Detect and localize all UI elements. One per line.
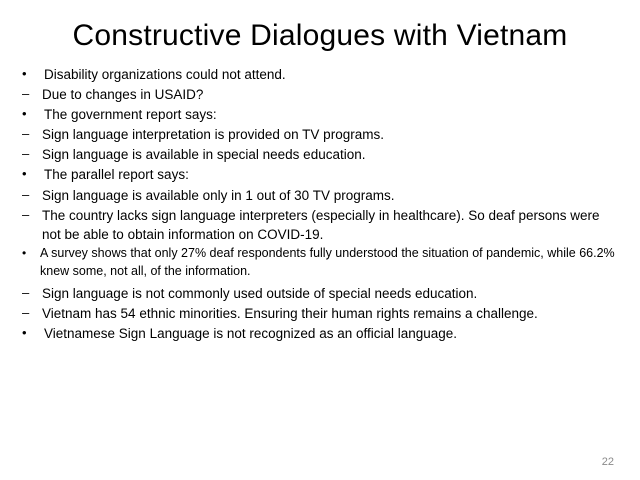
bullet-marker-level1: • (22, 105, 27, 121)
list-item (22, 284, 618, 303)
list-item (22, 65, 618, 84)
list-item (22, 324, 618, 343)
list-item-text: Sign language is available in special needs education. (42, 147, 366, 163)
list-item-text: A survey shows that only 27% deaf respondents fully understood the situation of pandemic, while 66.2% knew some, not all, of the information. (40, 246, 615, 278)
list-item (22, 186, 618, 205)
list-item-text: The government report says: (44, 106, 217, 122)
bullet-marker-level2: – (22, 126, 30, 142)
list-item (22, 165, 618, 184)
list-item (22, 125, 618, 144)
slide-title: Constructive Dialogues with Vietnam (72, 19, 568, 52)
list-item-text: Sign language is available only in 1 out of 30 TV programs. (42, 187, 395, 203)
list-item-text: The country lacks sign language interpreters (especially in healthcare). So deaf persons were not be able to obtain information on COVID-19. (42, 207, 600, 242)
list-item (22, 145, 618, 164)
list-item-text: Sign language is not commonly used outside of special needs education. (42, 285, 478, 301)
bullet-marker-level3: • (22, 246, 27, 260)
bullet-marker-level2: – (22, 284, 30, 300)
list-item (22, 304, 618, 323)
bullet-marker-level1: • (22, 324, 27, 340)
list-item-text: Vietnamese Sign Language is not recognized as an official language. (44, 325, 458, 341)
bullet-marker-level2: – (22, 186, 30, 202)
bullet-marker-level2: – (22, 146, 30, 162)
bullet-marker-level2: – (22, 304, 30, 320)
list-item-text: Due to changes in USAID? (42, 86, 204, 102)
bullet-list (22, 65, 618, 343)
list-item-text: Sign language interpretation is provided on TV programs. (42, 127, 384, 143)
bullet-marker-level1: • (22, 65, 27, 81)
bullet-marker-level2: – (22, 206, 30, 222)
list-item (22, 245, 618, 281)
bullet-marker-level1: • (22, 166, 27, 182)
list-item-text: Vietnam has 54 ethnic minorities. Ensuring their human rights remains a challenge. (42, 305, 538, 321)
list-item-text: Disability organizations could not attend. (44, 66, 286, 82)
list-item-text: The parallel report says: (44, 167, 189, 183)
bullet-marker-level2: – (22, 85, 30, 101)
list-item (22, 105, 618, 124)
page-number: 22 (601, 456, 614, 468)
list-item (22, 206, 618, 244)
slide-body (0, 55, 640, 343)
list-item (22, 85, 618, 104)
